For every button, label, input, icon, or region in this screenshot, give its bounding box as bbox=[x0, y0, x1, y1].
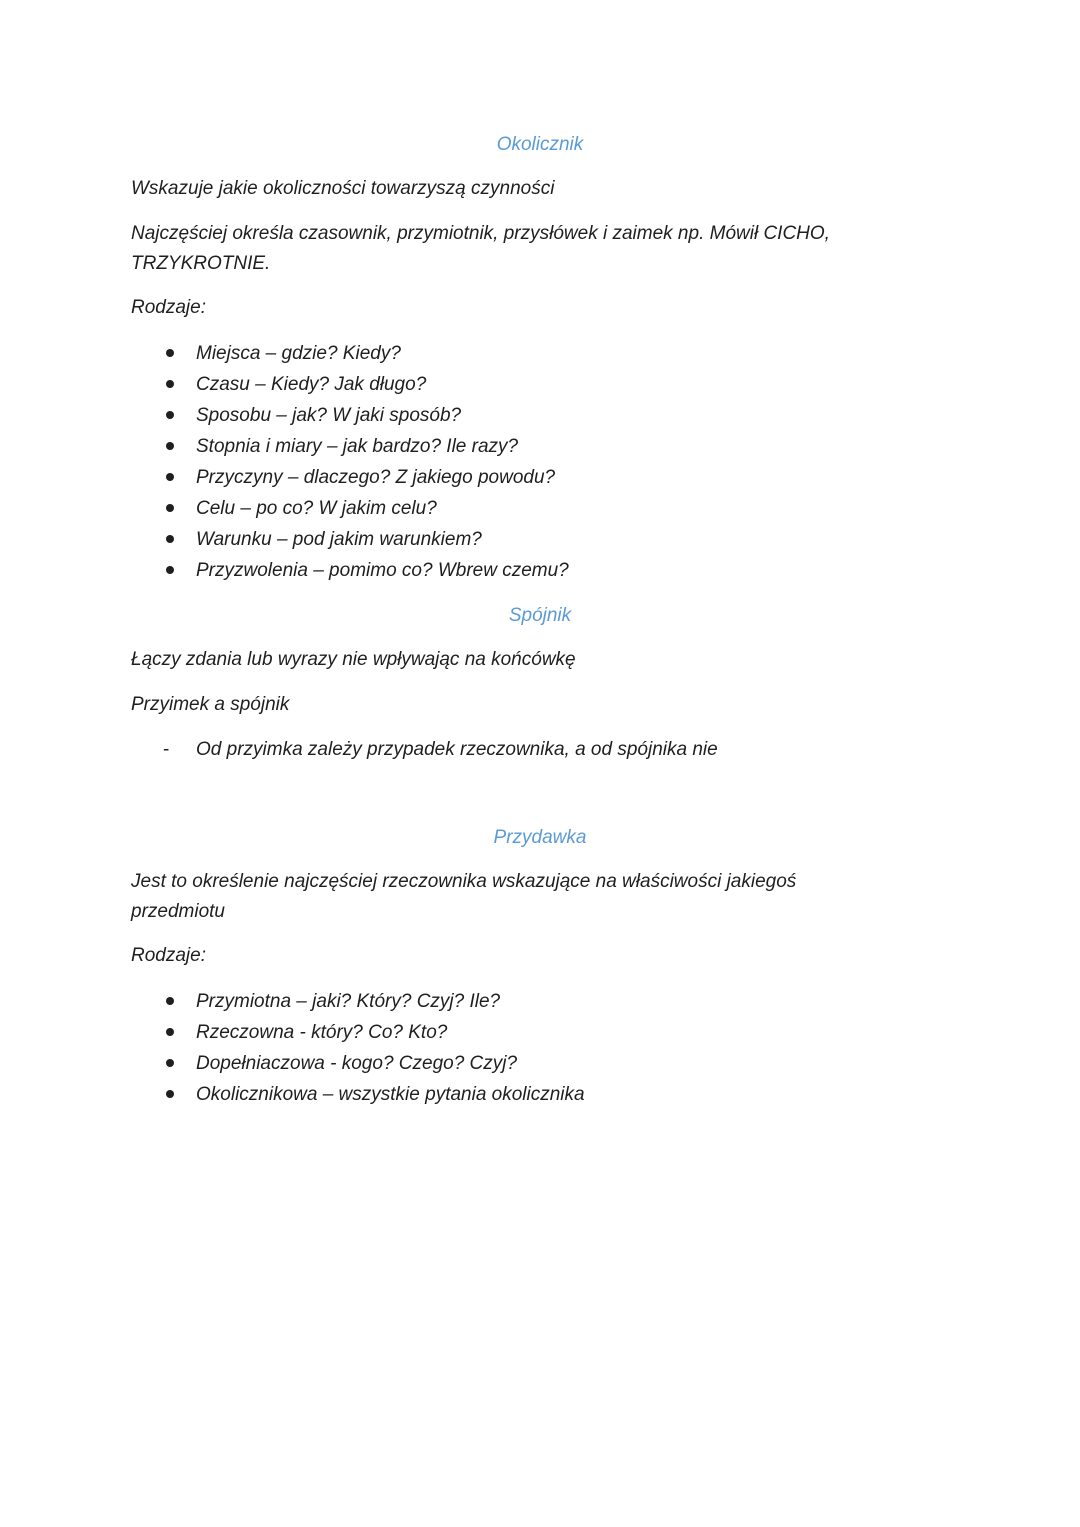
list-item bbox=[0, 338, 1080, 369]
bullet-icon bbox=[166, 504, 174, 512]
okolicznik-rodzaje-label: Rodzaje: bbox=[131, 297, 206, 318]
list-item-text: Miejsca – gdzie? Kiedy? bbox=[196, 343, 401, 364]
heading-okolicznik: Okolicznik bbox=[496, 134, 584, 155]
heading-spojnik: Spójnik bbox=[508, 605, 572, 626]
przydawka-rodzaje-label: Rodzaje: bbox=[131, 945, 206, 966]
list-item bbox=[0, 555, 1080, 586]
bullet-icon bbox=[166, 1090, 174, 1098]
list-item bbox=[0, 493, 1080, 524]
list-item bbox=[0, 1079, 1080, 1110]
okolicznik-types-list bbox=[0, 338, 1080, 586]
list-item-text: Od przyimka zależy przypadek rzeczownika, a od spójnika nie bbox=[196, 739, 718, 760]
list-item bbox=[0, 524, 1080, 555]
bullet-icon bbox=[166, 349, 174, 357]
okolicznik-definition: Wskazuje jakie okoliczności towarzyszą czynności bbox=[131, 178, 555, 199]
heading-przydawka: Przydawka bbox=[493, 827, 587, 848]
bullet-icon bbox=[166, 997, 174, 1005]
okolicznik-usage-line-1: Najczęściej określa czasownik, przymiotnik, przysłówek i zaimek np. Mówił CICHO, bbox=[131, 223, 830, 244]
przydawka-definition-line-1: Jest to określenie najczęściej rzeczownika wskazujące na właściwości jakiegoś bbox=[131, 871, 797, 892]
list-item-text: Przymiotna – jaki? Który? Czyj? Ile? bbox=[196, 991, 501, 1012]
list-item-text: Dopełniaczowa - kogo? Czego? Czyj? bbox=[196, 1053, 518, 1074]
list-item-text: Sposobu – jak? W jaki sposób? bbox=[196, 405, 462, 426]
bullet-icon bbox=[166, 566, 174, 574]
bullet-icon bbox=[166, 473, 174, 481]
list-item bbox=[0, 369, 1080, 400]
list-item bbox=[0, 734, 1080, 765]
bullet-icon bbox=[166, 1028, 174, 1036]
list-item bbox=[0, 1017, 1080, 1048]
list-item-text: Warunku – pod jakim warunkiem? bbox=[196, 529, 482, 550]
bullet-icon bbox=[166, 1059, 174, 1067]
list-item-text: Okolicznikowa – wszystkie pytania okolicznika bbox=[196, 1084, 585, 1105]
spojnik-subheading: Przyimek a spójnik bbox=[131, 694, 290, 715]
list-item-text: Rzeczowna - który? Co? Kto? bbox=[196, 1022, 448, 1043]
spojnik-definition: Łączy zdania lub wyrazy nie wpływając na końcówkę bbox=[131, 649, 576, 670]
list-item-text: Czasu – Kiedy? Jak długo? bbox=[196, 374, 427, 395]
bullet-icon bbox=[166, 411, 174, 419]
list-item-text: Przyczyny – dlaczego? Z jakiego powodu? bbox=[196, 467, 556, 488]
przydawka-definition-line-2: przedmiotu bbox=[131, 901, 225, 922]
list-item bbox=[0, 986, 1080, 1017]
list-item bbox=[0, 431, 1080, 462]
list-item-text: Stopnia i miary – jak bardzo? Ile razy? bbox=[196, 436, 519, 457]
dash-marker: - bbox=[163, 739, 170, 760]
list-item-text: Celu – po co? W jakim celu? bbox=[196, 498, 437, 519]
bullet-icon bbox=[166, 442, 174, 450]
bullet-icon bbox=[166, 535, 174, 543]
okolicznik-usage-line-2: TRZYKROTNIE. bbox=[131, 253, 271, 274]
przydawka-types-list bbox=[0, 986, 1080, 1110]
list-item-text: Przyzwolenia – pomimo co? Wbrew czemu? bbox=[196, 560, 569, 581]
bullet-icon bbox=[166, 380, 174, 388]
list-item bbox=[0, 1048, 1080, 1079]
list-item bbox=[0, 400, 1080, 431]
spojnik-dash-list bbox=[0, 734, 1080, 765]
list-item bbox=[0, 462, 1080, 493]
